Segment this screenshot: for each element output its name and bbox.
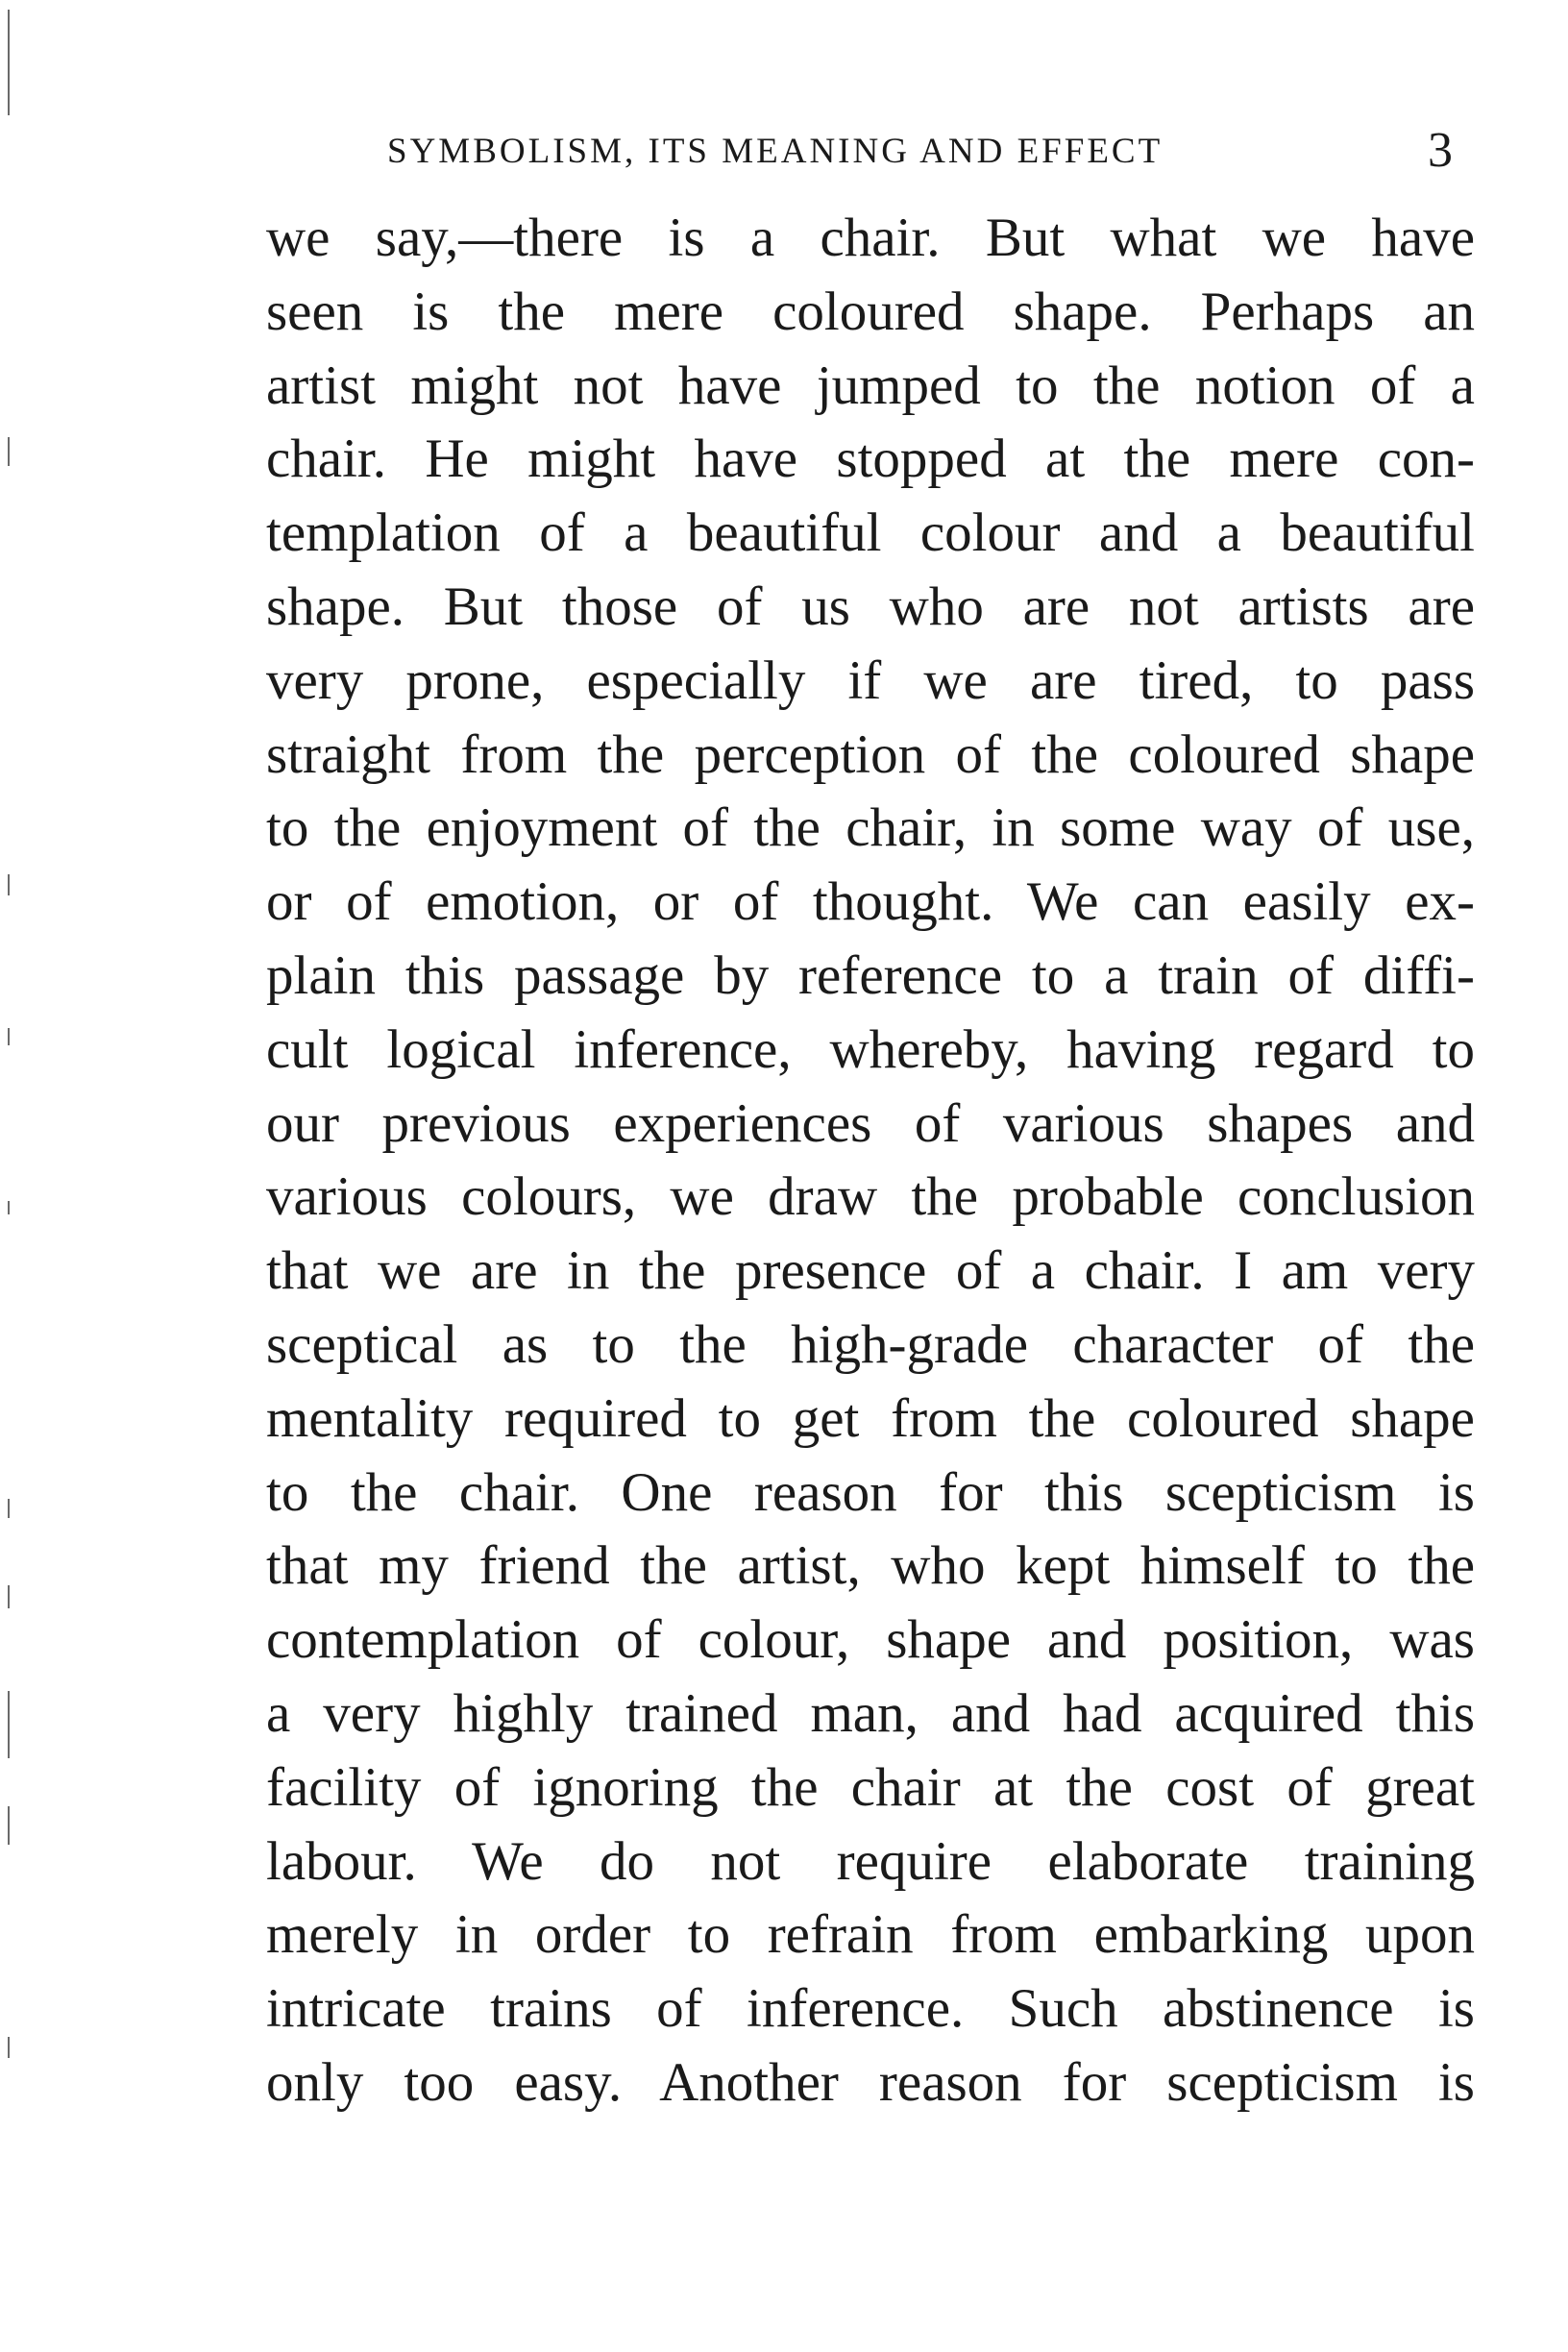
text-line: only too easy. Another reason for scepticism is (266, 2051, 1475, 2113)
text-line: labour. We do not require elaborate training (266, 1830, 1475, 1892)
text-line: various colours, we draw the probable conclusion (266, 1166, 1475, 1228)
text-line: that we are in the presence of a chair. I am very (266, 1240, 1475, 1302)
scan-mark (8, 1028, 10, 1045)
text-line: chair. He might have stopped at the mere con- (266, 429, 1475, 490)
text-line: our previous experiences of various shapes and (266, 1092, 1475, 1154)
text-line: contemplation of colour, shape and position, was (266, 1609, 1475, 1671)
text-line: shape. But those of us who are not artists are (266, 576, 1475, 637)
text-line: to the chair. One reason for this scepticism is (266, 1461, 1475, 1523)
text-line: straight from the perception of the coloured shape (266, 723, 1475, 785)
scan-mark (8, 1201, 10, 1214)
text-line: or of emotion, or of thought. We can easily ex- (266, 871, 1475, 933)
scan-mark (8, 1585, 10, 1608)
text-line: merely in order to refrain from embarking upon (266, 1904, 1475, 1966)
text-line: plain this passage by reference to a train of diffi- (266, 944, 1475, 1006)
scan-mark (8, 2037, 10, 2058)
text-line: cult logical inference, whereby, having regard to (266, 1018, 1475, 1080)
scan-edge-marks (0, 0, 19, 2352)
scan-mark (8, 874, 10, 895)
text-line: mentality required to get from the coloured shape (266, 1387, 1475, 1449)
text-line: templation of a beautiful colour and a beautiful (266, 502, 1475, 564)
text-line: to the enjoyment of the chair, in some way of use, (266, 797, 1475, 859)
running-head: SYMBOLISM, ITS MEANING AND EFFECT (387, 132, 1164, 171)
text-line: facility of ignoring the chair at the cost of great (266, 1756, 1475, 1818)
scan-mark (8, 437, 10, 466)
page-number: 3 (1428, 123, 1453, 178)
scan-mark (8, 1499, 10, 1518)
text-line: intricate trains of inference. Such abstinence is (266, 1978, 1475, 2040)
text-line: a very highly trained man, and had acquired this (266, 1682, 1475, 1744)
text-line: very prone, especially if we are tired, to pass (266, 649, 1475, 711)
text-line: we say,—there is a chair. But what we have (266, 208, 1475, 268)
body-text (266, 202, 1475, 2120)
text-line: seen is the mere coloured shape. Perhaps an (266, 281, 1475, 342)
scan-mark (8, 1806, 10, 1845)
text-line: artist might not have jumped to the notion of a (266, 355, 1475, 416)
scan-mark (8, 10, 10, 115)
scan-mark (8, 1691, 10, 1758)
text-line: that my friend the artist, who kept himself to the (266, 1535, 1475, 1597)
text-line: sceptical as to the high-grade character of the (266, 1313, 1475, 1375)
